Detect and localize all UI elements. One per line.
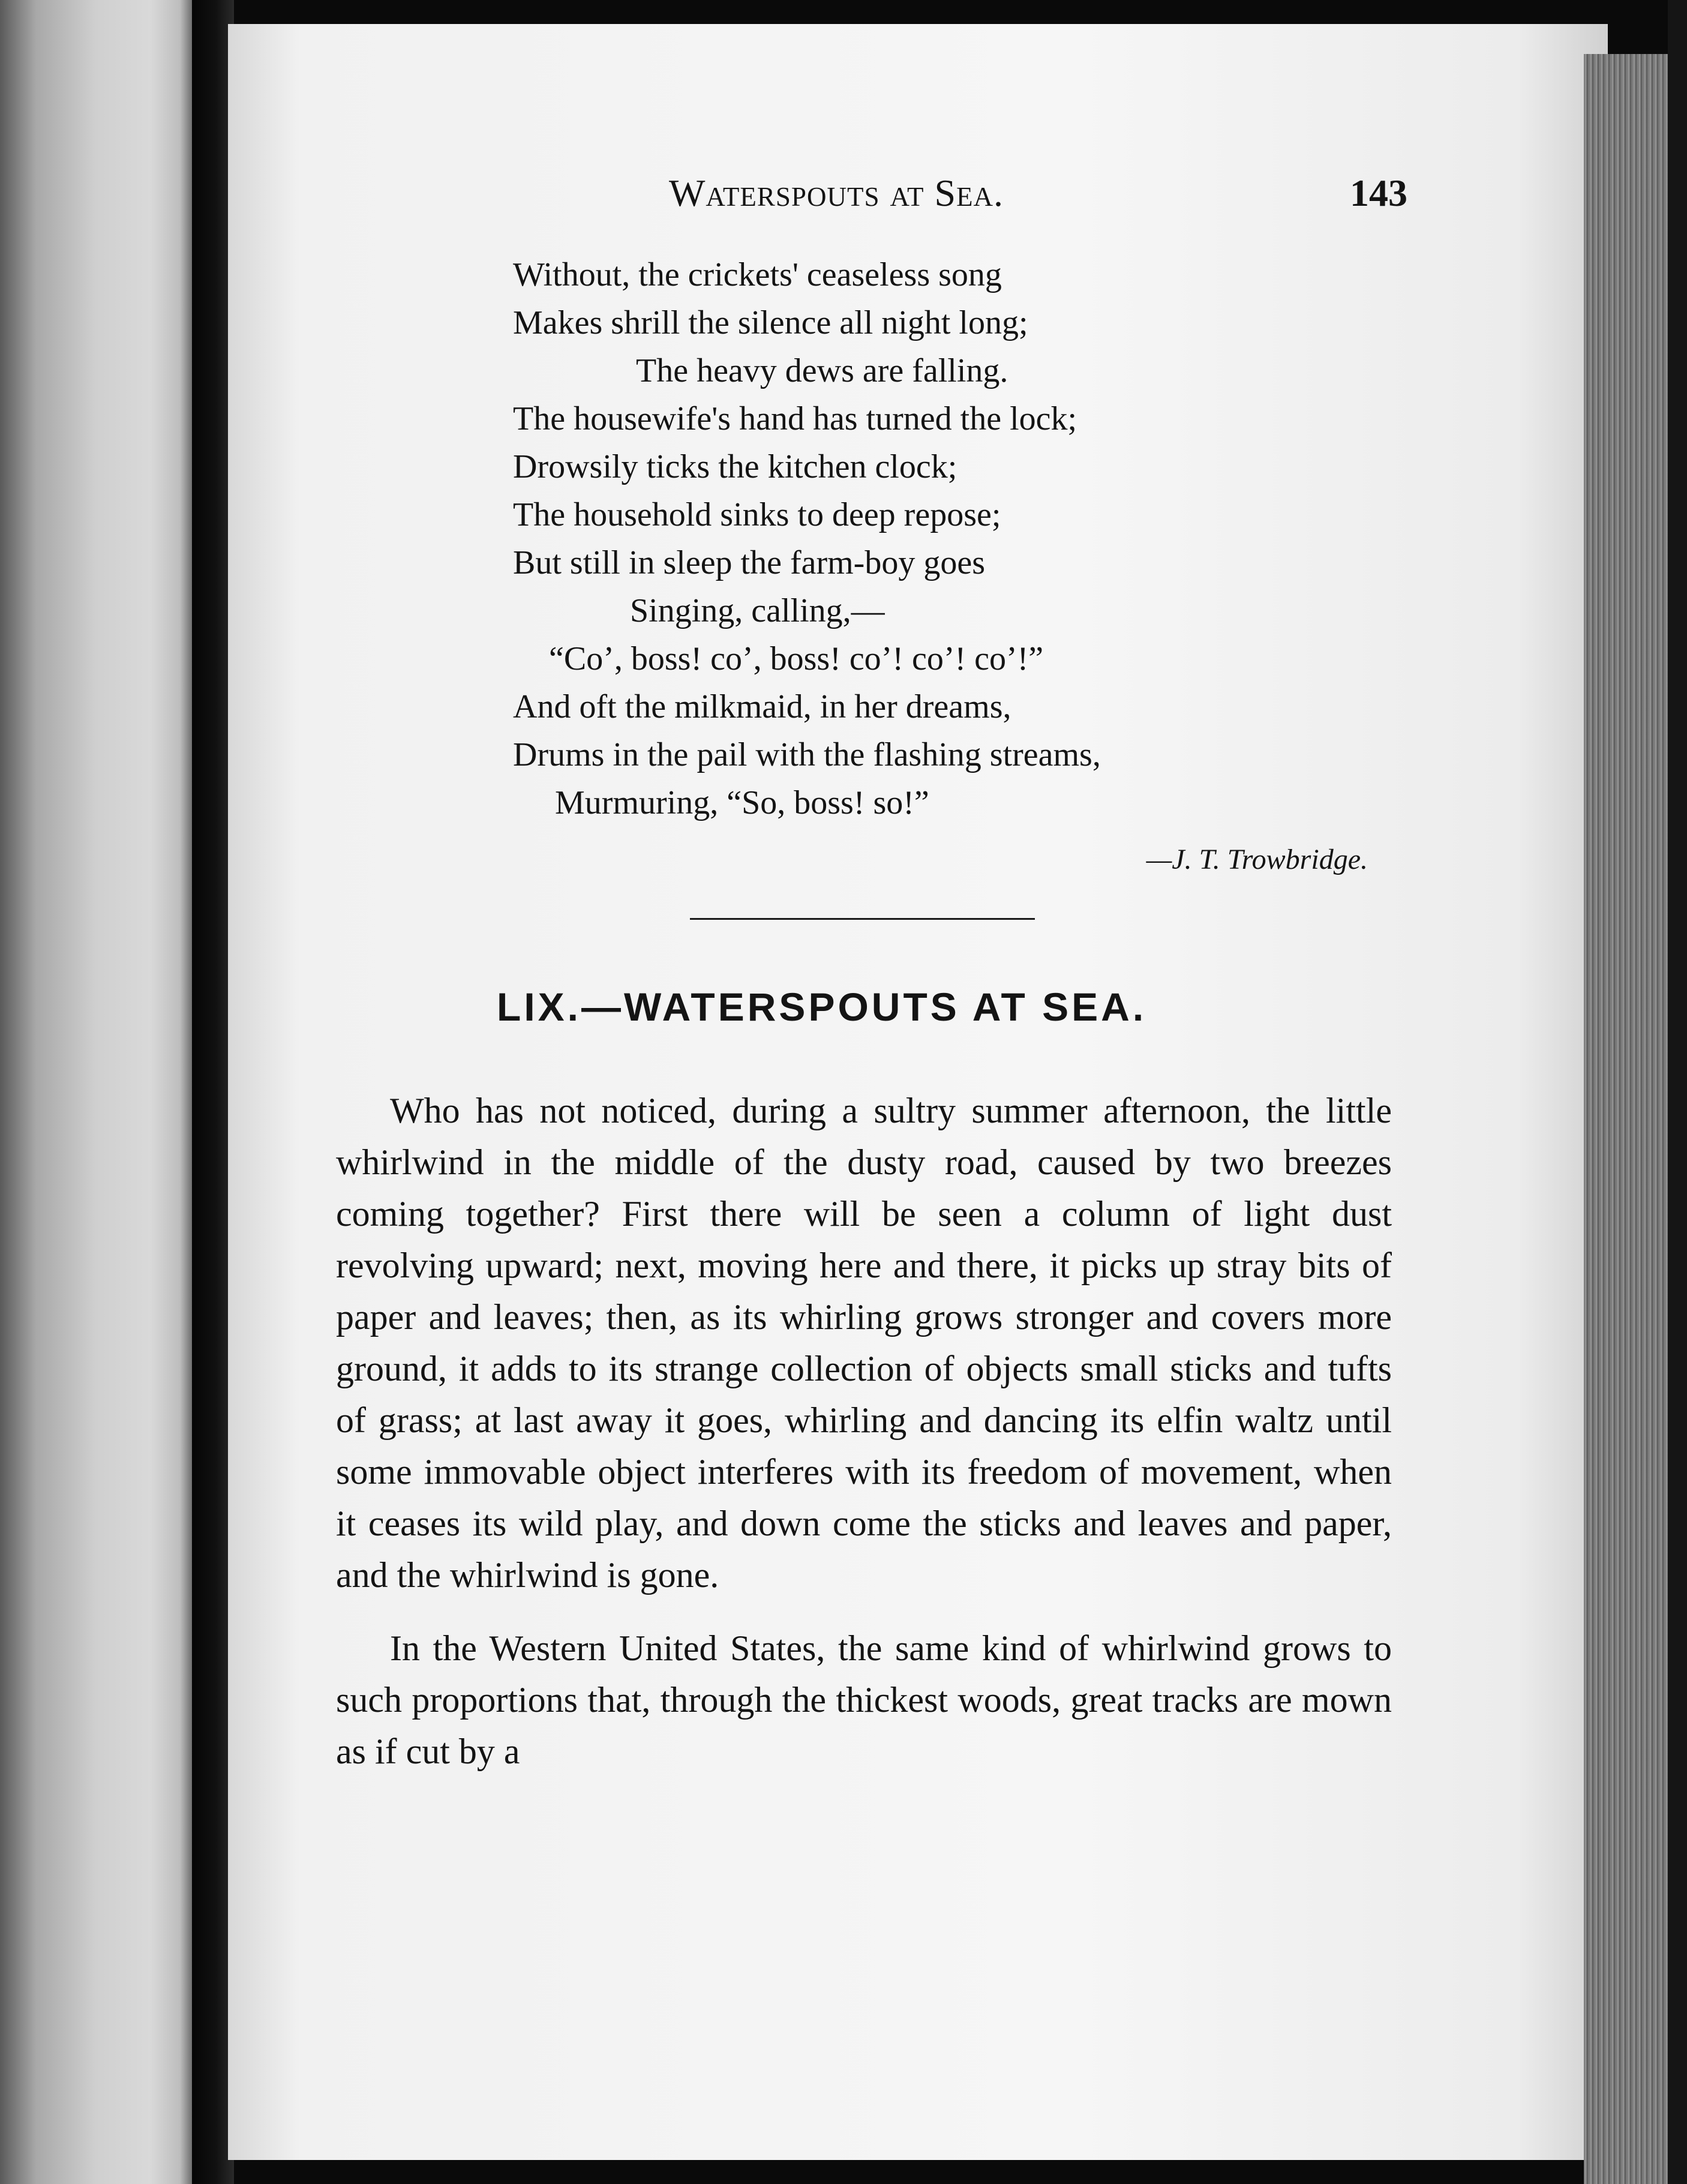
chapter-title: LIX.—WATERSPOUTS AT SEA. <box>497 985 1147 1029</box>
section-divider <box>690 918 1035 920</box>
poem-line: Without, the crickets' ceaseless song <box>513 256 1002 293</box>
poem-attribution: —J. T. Trowbridge. <box>1146 844 1368 875</box>
chapter-body <box>336 1085 1392 1799</box>
poem-line: Drowsily ticks the kitchen clock; <box>513 448 957 485</box>
poem-line: The heavy dews are falling. <box>636 352 1008 389</box>
poem-line: Drums in the pail with the flashing streams, <box>513 736 1101 773</box>
poem <box>513 251 1413 827</box>
facing-page-edge <box>0 0 192 2184</box>
poem-line: The housewife's hand has turned the lock; <box>513 400 1077 437</box>
poem-line: Singing, calling,— <box>630 592 885 629</box>
poem-line: Murmuring, “So, boss! so!” <box>555 784 929 821</box>
poem-line: The household sinks to deep repose; <box>513 496 1001 533</box>
body-paragraph: Who has not noticed, during a sultry summer afternoon, the little whirlwind in the middle of the dusty road, caused by two breezes coming together? First there will be seen a column of light dust revolving upward; next, moving here and there, it picks up stray bits of paper and leaves; then, as its whirling grows stronger and covers more ground, it adds to its strange collection of objects small sticks and tufts of grass; at last away it goes, whirling and dancing its elfin waltz until some immovable object interferes with its freedom of movement, when it ceases its wild play, and down come the sticks and leaves and paper, and the whirlwind is gone. <box>336 1091 1392 1595</box>
running-header: Waterspouts at Sea. <box>669 172 1004 214</box>
page-number: 143 <box>1350 172 1407 214</box>
poem-line: But still in sleep the farm-boy goes <box>513 544 985 581</box>
body-paragraph: In the Western United States, the same kind of whirlwind grows to such proportions that, through the thickest woods, great tracks are mown as if cut by a <box>336 1628 1392 1771</box>
poem-line: Makes shrill the silence all night long; <box>513 304 1028 341</box>
scan-border <box>1668 0 1687 2184</box>
poem-line: And oft the milkmaid, in her dreams, <box>513 688 1011 725</box>
poem-line: “Co’, boss! co’, boss! co’! co’! co’!” <box>549 640 1044 677</box>
